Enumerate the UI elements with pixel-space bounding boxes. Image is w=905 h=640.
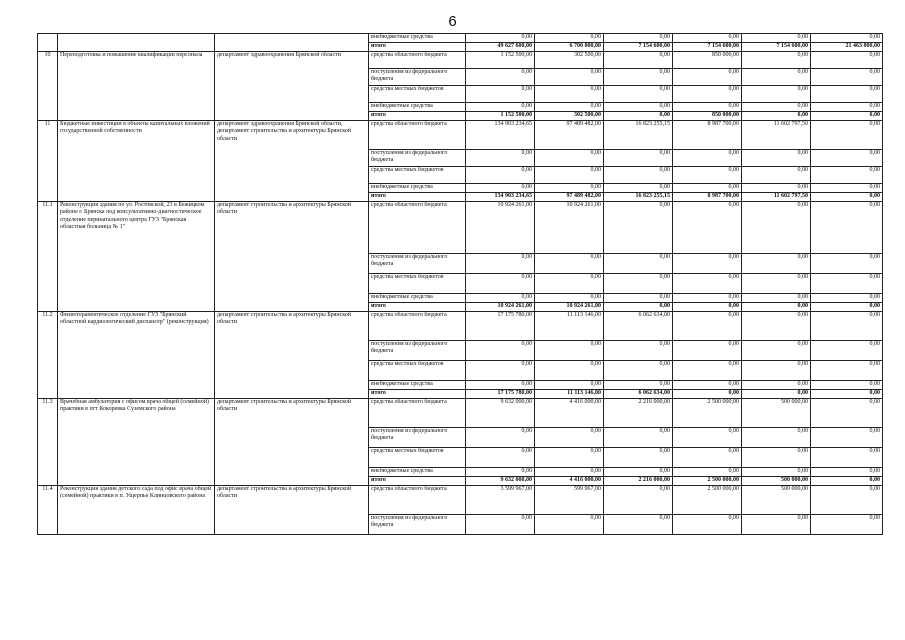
amount-cell: 0,00 bbox=[811, 150, 883, 167]
amount-cell: 0,00 bbox=[535, 184, 604, 193]
amount-cell: 0,00 bbox=[673, 294, 742, 303]
amount-cell: 0,00 bbox=[535, 361, 604, 381]
amount-cell: 0,00 bbox=[535, 468, 604, 477]
amount-cell: 10 924 261,00 bbox=[466, 303, 535, 312]
amount-cell: 500 000,00 bbox=[742, 399, 811, 428]
amount-cell: 0,00 bbox=[604, 428, 673, 448]
page-number: 6 bbox=[448, 13, 457, 30]
amount-cell: 0,00 bbox=[673, 34, 742, 43]
amount-cell: 0,00 bbox=[535, 86, 604, 103]
table-row bbox=[38, 312, 883, 341]
funding-source: поступления из федерального бюджета bbox=[369, 341, 466, 361]
amount-cell: 0,00 bbox=[604, 150, 673, 167]
amount-cell: 0,00 bbox=[466, 448, 535, 468]
funding-source: средства областного бюджета bbox=[369, 399, 466, 428]
table-row bbox=[38, 34, 883, 43]
amount-cell: 0,00 bbox=[673, 167, 742, 184]
amount-cell: 11 113 146,00 bbox=[535, 390, 604, 399]
amount-cell: 0,00 bbox=[811, 390, 883, 399]
amount-cell: 0,00 bbox=[811, 52, 883, 69]
amount-cell: 0,00 bbox=[466, 381, 535, 390]
funding-source: средства областного бюджета bbox=[369, 312, 466, 341]
amount-cell: 0,00 bbox=[466, 468, 535, 477]
amount-cell: 0,00 bbox=[466, 150, 535, 167]
funding-source: внебюджетные средства bbox=[369, 184, 466, 193]
funding-source: средства местных бюджетов bbox=[369, 361, 466, 381]
amount-cell: 17 175 780,00 bbox=[466, 390, 535, 399]
amount-cell: 0,00 bbox=[811, 193, 883, 202]
amount-cell: 0,00 bbox=[466, 167, 535, 184]
funding-source: средства областного бюджета bbox=[369, 121, 466, 150]
amount-cell: 0,00 bbox=[673, 184, 742, 193]
amount-cell: 0,00 bbox=[604, 448, 673, 468]
amount-cell: 0,00 bbox=[742, 150, 811, 167]
amount-cell: 2 216 000,00 bbox=[604, 477, 673, 486]
funding-source: поступления из федерального бюджета bbox=[369, 515, 466, 535]
responsible-agency: департамент строительства и архитектуры Брянской области bbox=[215, 399, 369, 486]
funding-source: поступления из федерального бюджета bbox=[369, 428, 466, 448]
responsible-agency: департамент строительства и архитектуры Брянской области bbox=[215, 486, 369, 535]
amount-cell: 0,00 bbox=[811, 341, 883, 361]
amount-cell: 11 602 797,50 bbox=[742, 121, 811, 150]
amount-cell: 0,00 bbox=[604, 86, 673, 103]
amount-cell: 0,00 bbox=[466, 274, 535, 294]
amount-cell: 11 602 797,50 bbox=[742, 193, 811, 202]
amount-cell: 302 500,00 bbox=[535, 112, 604, 121]
amount-cell: 0,00 bbox=[535, 448, 604, 468]
amount-cell: 500 000,00 bbox=[742, 477, 811, 486]
amount-cell: 0,00 bbox=[742, 448, 811, 468]
row-number bbox=[38, 34, 58, 52]
activity-name: Бюджетные инвестиции в объекты капитальных вложений государственной собственности bbox=[58, 121, 215, 202]
amount-cell: 0,00 bbox=[535, 34, 604, 43]
amount-cell: 6 062 634,00 bbox=[604, 312, 673, 341]
amount-cell: 0,00 bbox=[466, 294, 535, 303]
amount-cell: 0,00 bbox=[742, 428, 811, 448]
amount-cell: 0,00 bbox=[811, 448, 883, 468]
amount-cell: 0,00 bbox=[742, 103, 811, 112]
amount-cell: 0,00 bbox=[811, 486, 883, 515]
amount-cell: 0,00 bbox=[811, 468, 883, 477]
table-row bbox=[38, 399, 883, 428]
amount-cell: 0,00 bbox=[604, 202, 673, 254]
funding-source: итого bbox=[369, 303, 466, 312]
row-number: 11.1 bbox=[38, 202, 58, 312]
table-row bbox=[38, 52, 883, 69]
amount-cell: 0,00 bbox=[673, 202, 742, 254]
row-number: 11.2 bbox=[38, 312, 58, 399]
amount-cell: 0,00 bbox=[742, 86, 811, 103]
funding-source: средства областного бюджета bbox=[369, 202, 466, 254]
amount-cell: 0,00 bbox=[535, 254, 604, 274]
amount-cell: 16 823 255,15 bbox=[604, 193, 673, 202]
activity-name: Реконструкция здания по ул. Ростовской, 23 в Бежицком районе г. Брянска под консультативно-диагностическое отделение перинатального центра ГУЗ "Брянская областная больница № 1" bbox=[58, 202, 215, 312]
amount-cell: 0,00 bbox=[742, 184, 811, 193]
amount-cell: 0,00 bbox=[604, 274, 673, 294]
amount-cell: 0,00 bbox=[811, 312, 883, 341]
amount-cell: 8 987 700,00 bbox=[673, 121, 742, 150]
amount-cell: 1 152 500,00 bbox=[466, 112, 535, 121]
amount-cell: 0,00 bbox=[811, 399, 883, 428]
funding-source: средства местных бюджетов bbox=[369, 448, 466, 468]
amount-cell: 0,00 bbox=[742, 312, 811, 341]
amount-cell: 9 632 000,00 bbox=[466, 399, 535, 428]
amount-cell: 0,00 bbox=[742, 274, 811, 294]
amount-cell: 0,00 bbox=[742, 52, 811, 69]
amount-cell: 9 632 000,00 bbox=[466, 477, 535, 486]
amount-cell: 0,00 bbox=[466, 254, 535, 274]
activity-name: Реконструкция здания детского сада под офис врача общей (семейной) практики в п. Ущерпье Клинцовского района bbox=[58, 486, 215, 535]
amount-cell: 0,00 bbox=[811, 381, 883, 390]
amount-cell: 134 903 234,65 bbox=[466, 121, 535, 150]
amount-cell: 0,00 bbox=[673, 390, 742, 399]
amount-cell: 6 062 634,00 bbox=[604, 390, 673, 399]
funding-source: средства местных бюджетов bbox=[369, 86, 466, 103]
amount-cell: 850 000,00 bbox=[673, 112, 742, 121]
amount-cell: 10 924 261,00 bbox=[535, 202, 604, 254]
amount-cell: 0,00 bbox=[466, 428, 535, 448]
amount-cell: 0,00 bbox=[604, 69, 673, 86]
funding-source: поступления из федерального бюджета bbox=[369, 69, 466, 86]
budget-table-body bbox=[38, 34, 883, 535]
funding-source: средства местных бюджетов bbox=[369, 274, 466, 294]
amount-cell: 302 500,00 bbox=[535, 52, 604, 69]
responsible-agency bbox=[215, 34, 369, 52]
amount-cell: 0,00 bbox=[742, 34, 811, 43]
activity-name: Переподготовка и повышение квалификации персонала bbox=[58, 52, 215, 121]
amount-cell: 2 500 000,00 bbox=[673, 399, 742, 428]
amount-cell: 0,00 bbox=[604, 515, 673, 535]
amount-cell: 0,00 bbox=[811, 303, 883, 312]
amount-cell: 0,00 bbox=[466, 341, 535, 361]
amount-cell: 10 924 261,00 bbox=[535, 303, 604, 312]
amount-cell: 17 175 780,00 bbox=[466, 312, 535, 341]
amount-cell: 0,00 bbox=[673, 303, 742, 312]
amount-cell: 7 154 600,00 bbox=[604, 43, 673, 52]
activity-name bbox=[58, 34, 215, 52]
amount-cell: 0,00 bbox=[742, 341, 811, 361]
amount-cell: 0,00 bbox=[811, 86, 883, 103]
amount-cell: 0,00 bbox=[742, 303, 811, 312]
responsible-agency: департамент здравоохранения Брянской области, департамент строительства и архитектуры Брянской области bbox=[215, 121, 369, 202]
funding-source: внебюджетные средства bbox=[369, 103, 466, 112]
amount-cell: 599 967,00 bbox=[535, 486, 604, 515]
amount-cell: 0,00 bbox=[742, 468, 811, 477]
amount-cell: 0,00 bbox=[742, 167, 811, 184]
amount-cell: 0,00 bbox=[604, 303, 673, 312]
amount-cell: 0,00 bbox=[673, 103, 742, 112]
amount-cell: 0,00 bbox=[673, 254, 742, 274]
amount-cell: 0,00 bbox=[535, 103, 604, 112]
table-row bbox=[38, 202, 883, 254]
amount-cell: 0,00 bbox=[673, 312, 742, 341]
amount-cell: 0,00 bbox=[811, 69, 883, 86]
amount-cell: 0,00 bbox=[466, 86, 535, 103]
funding-source: итого bbox=[369, 477, 466, 486]
funding-source: внебюджетные средства bbox=[369, 381, 466, 390]
amount-cell: 0,00 bbox=[673, 468, 742, 477]
amount-cell: 10 924 261,00 bbox=[466, 202, 535, 254]
amount-cell: 1 152 500,00 bbox=[466, 52, 535, 69]
amount-cell: 4 416 000,00 bbox=[535, 477, 604, 486]
amount-cell: 0,00 bbox=[811, 428, 883, 448]
amount-cell: 0,00 bbox=[673, 515, 742, 535]
responsible-agency: департамент строительства и архитектуры Брянской области bbox=[215, 312, 369, 399]
amount-cell: 0,00 bbox=[742, 254, 811, 274]
amount-cell: 0,00 bbox=[604, 167, 673, 184]
amount-cell: 0,00 bbox=[673, 341, 742, 361]
amount-cell: 3 599 967,00 bbox=[466, 486, 535, 515]
amount-cell: 0,00 bbox=[811, 274, 883, 294]
amount-cell: 7 154 600,00 bbox=[742, 43, 811, 52]
amount-cell: 0,00 bbox=[604, 103, 673, 112]
amount-cell: 2 500 000,00 bbox=[673, 486, 742, 515]
amount-cell: 21 463 800,00 bbox=[811, 43, 883, 52]
amount-cell: 0,00 bbox=[811, 361, 883, 381]
amount-cell: 0,00 bbox=[604, 468, 673, 477]
funding-source: средства местных бюджетов bbox=[369, 167, 466, 184]
table-row bbox=[38, 486, 883, 515]
amount-cell: 0,00 bbox=[604, 254, 673, 274]
row-number: 10 bbox=[38, 52, 58, 121]
amount-cell: 0,00 bbox=[811, 294, 883, 303]
funding-source: поступления из федерального бюджета bbox=[369, 254, 466, 274]
amount-cell: 0,00 bbox=[742, 390, 811, 399]
amount-cell: 0,00 bbox=[811, 112, 883, 121]
amount-cell: 0,00 bbox=[811, 121, 883, 150]
amount-cell: 0,00 bbox=[466, 103, 535, 112]
amount-cell: 16 823 255,15 bbox=[604, 121, 673, 150]
funding-source: средства областного бюджета bbox=[369, 52, 466, 69]
amount-cell: 0,00 bbox=[466, 361, 535, 381]
amount-cell: 0,00 bbox=[811, 477, 883, 486]
amount-cell: 2 216 000,00 bbox=[604, 399, 673, 428]
amount-cell: 0,00 bbox=[604, 381, 673, 390]
amount-cell: 0,00 bbox=[604, 341, 673, 361]
amount-cell: 0,00 bbox=[535, 515, 604, 535]
amount-cell: 0,00 bbox=[811, 103, 883, 112]
amount-cell: 134 903 234,65 bbox=[466, 193, 535, 202]
funding-source: итого bbox=[369, 43, 466, 52]
amount-cell: 0,00 bbox=[673, 381, 742, 390]
table-row bbox=[38, 121, 883, 150]
funding-source: итого bbox=[369, 390, 466, 399]
activity-name: Врачебная амбулатория с офисом врача общей (семейной) практики в пгт Кокоревка Суземского района bbox=[58, 399, 215, 486]
funding-source: внебюджетные средства bbox=[369, 294, 466, 303]
amount-cell: 0,00 bbox=[535, 150, 604, 167]
amount-cell: 0,00 bbox=[811, 167, 883, 184]
amount-cell: 0,00 bbox=[466, 69, 535, 86]
amount-cell: 0,00 bbox=[604, 112, 673, 121]
row-number: 11.4 bbox=[38, 486, 58, 535]
responsible-agency: департамент строительства и архитектуры Брянской области bbox=[215, 202, 369, 312]
funding-source: средства областного бюджета bbox=[369, 486, 466, 515]
amount-cell: 97 489 482,00 bbox=[535, 193, 604, 202]
amount-cell: 500 000,00 bbox=[742, 486, 811, 515]
amount-cell: 4 416 000,00 bbox=[535, 399, 604, 428]
amount-cell: 0,00 bbox=[742, 361, 811, 381]
amount-cell: 0,00 bbox=[604, 294, 673, 303]
amount-cell: 0,00 bbox=[673, 274, 742, 294]
amount-cell: 0,00 bbox=[535, 274, 604, 294]
amount-cell: 0,00 bbox=[673, 361, 742, 381]
amount-cell: 0,00 bbox=[673, 150, 742, 167]
responsible-agency: департамент здравоохранения Брянской области bbox=[215, 52, 369, 121]
amount-cell: 0,00 bbox=[742, 515, 811, 535]
amount-cell: 97 489 482,00 bbox=[535, 121, 604, 150]
amount-cell: 0,00 bbox=[604, 52, 673, 69]
activity-name: Физиотерапевтическое отделение ГУЗ "Брянский областной кардиологический диспансер" (реконструкция) bbox=[58, 312, 215, 399]
amount-cell: 49 627 600,00 bbox=[466, 43, 535, 52]
amount-cell: 0,00 bbox=[535, 381, 604, 390]
amount-cell: 0,00 bbox=[466, 184, 535, 193]
funding-source: итого bbox=[369, 193, 466, 202]
amount-cell: 0,00 bbox=[673, 428, 742, 448]
amount-cell: 0,00 bbox=[811, 254, 883, 274]
amount-cell: 0,00 bbox=[742, 112, 811, 121]
funding-source: внебюджетные средства bbox=[369, 468, 466, 477]
amount-cell: 11 113 146,00 bbox=[535, 312, 604, 341]
amount-cell: 0,00 bbox=[811, 184, 883, 193]
amount-cell: 0,00 bbox=[811, 34, 883, 43]
row-number: 11.3 bbox=[38, 399, 58, 486]
amount-cell: 6 700 800,00 bbox=[535, 43, 604, 52]
amount-cell: 2 500 000,00 bbox=[673, 477, 742, 486]
amount-cell: 0,00 bbox=[604, 34, 673, 43]
amount-cell: 0,00 bbox=[742, 381, 811, 390]
funding-source: внебюджетные средства bbox=[369, 34, 466, 43]
amount-cell: 0,00 bbox=[673, 448, 742, 468]
amount-cell: 7 154 600,00 bbox=[673, 43, 742, 52]
amount-cell: 850 000,00 bbox=[673, 52, 742, 69]
amount-cell: 0,00 bbox=[535, 167, 604, 184]
funding-source: итого bbox=[369, 112, 466, 121]
amount-cell: 0,00 bbox=[466, 515, 535, 535]
amount-cell: 0,00 bbox=[535, 428, 604, 448]
row-number: 11 bbox=[38, 121, 58, 202]
amount-cell: 0,00 bbox=[604, 184, 673, 193]
funding-source: поступления из федерального бюджета bbox=[369, 150, 466, 167]
amount-cell: 0,00 bbox=[742, 69, 811, 86]
budget-table bbox=[37, 33, 883, 535]
amount-cell: 0,00 bbox=[535, 69, 604, 86]
amount-cell: 0,00 bbox=[742, 294, 811, 303]
amount-cell: 0,00 bbox=[604, 361, 673, 381]
amount-cell: 0,00 bbox=[535, 294, 604, 303]
amount-cell: 0,00 bbox=[742, 202, 811, 254]
amount-cell: 0,00 bbox=[466, 34, 535, 43]
amount-cell: 8 987 700,00 bbox=[673, 193, 742, 202]
amount-cell: 0,00 bbox=[673, 69, 742, 86]
amount-cell: 0,00 bbox=[673, 86, 742, 103]
amount-cell: 0,00 bbox=[811, 515, 883, 535]
amount-cell: 0,00 bbox=[535, 341, 604, 361]
amount-cell: 0,00 bbox=[604, 486, 673, 515]
amount-cell: 0,00 bbox=[811, 202, 883, 254]
